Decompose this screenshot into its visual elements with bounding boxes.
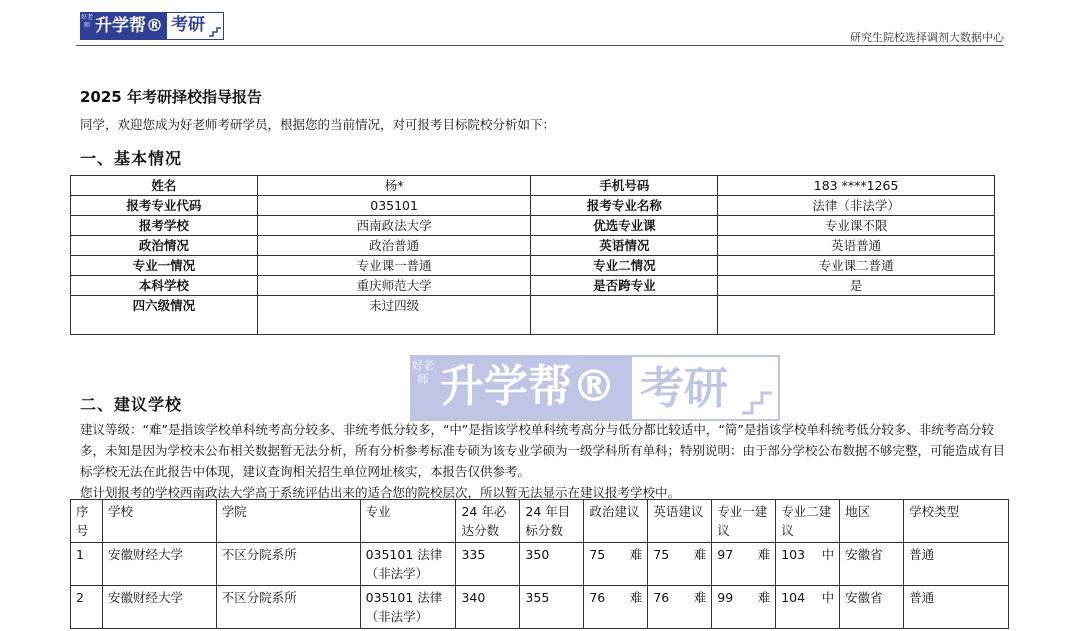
field-label: 专业一情况	[71, 256, 258, 276]
table-row	[71, 236, 995, 256]
field-label: 报考专业名称	[531, 196, 718, 216]
field-label: 四六级情况	[71, 296, 258, 335]
field-value	[718, 296, 995, 335]
field-label: 英语情况	[531, 236, 718, 256]
field-label: 报考学校	[71, 216, 258, 236]
watermark-main-text: 升学帮®	[436, 355, 630, 421]
cell-english	[648, 543, 712, 586]
field-label: 姓名	[71, 176, 258, 196]
score: 104	[781, 590, 806, 605]
field-value: 杨*	[257, 176, 531, 196]
table-row	[71, 216, 995, 236]
field-value: 英语普通	[718, 236, 995, 256]
field-label: 本科学校	[71, 276, 258, 296]
field-label	[531, 296, 718, 335]
section-basic-heading: 一、基本情况	[80, 149, 183, 168]
field-value: 未过四级	[257, 296, 531, 335]
column-header: 政治建议	[584, 500, 648, 543]
watermark-small-text: 好老师	[410, 355, 436, 421]
column-header: 专业一建议	[712, 500, 776, 543]
field-value: 035101	[257, 196, 531, 216]
cell-politics	[584, 543, 648, 586]
field-value: 政治普通	[257, 236, 531, 256]
cell-no: 1	[71, 543, 103, 586]
cell-college: 不区分院系所	[216, 586, 360, 629]
major-code: 035101	[365, 547, 414, 562]
column-header: 24 年目标分数	[520, 500, 584, 543]
table-row	[71, 276, 995, 296]
logo-small-text: 好老师	[81, 13, 93, 39]
cell-target-score: 350	[520, 543, 584, 586]
table-row	[71, 176, 995, 196]
field-label: 报考专业代码	[71, 196, 258, 216]
cell-major	[360, 543, 456, 586]
advice-note: 您计划报考的学校西南政法大学高于系统评估出来的适合您的院校层次，所以暂无法显示在建议报考学校中。	[80, 485, 681, 500]
cell-type: 普通	[904, 543, 1009, 586]
intro-text: 同学，欢迎您成为好老师考研学员，根据您的当前情况，对可报考目标院校分析如下：	[80, 117, 556, 132]
column-header: 学院	[216, 500, 360, 543]
column-header: 英语建议	[648, 500, 712, 543]
cell-no: 2	[71, 586, 103, 629]
table-row	[71, 543, 1009, 586]
column-header: 序号	[71, 500, 103, 543]
field-label: 是否跨专业	[531, 276, 718, 296]
level: 难	[757, 547, 771, 562]
column-header: 学校类型	[904, 500, 1009, 543]
cell-major	[360, 586, 456, 629]
column-header: 专业	[360, 500, 456, 543]
stairs-icon	[209, 25, 221, 37]
column-header: 专业二建议	[776, 500, 840, 543]
advice-note: 建议等级：“难”是指该学校单科统考高分较多、非统考低分较多，“中”是指该学校单科统考高分与低分都比较适中，“简”是指该学校单科统考低分较多、非统考高分较多，未知是因为学校未公布相关数据暂无法分析，所有分析参考标准专硕为该专业学硕为一级学科所有单科；特别说明：由于部分学校公布数据不够完整，可能造成有目标学校无法在此报告中体现，建议查询相关招生单位网址核实，本报告仅供参考。	[80, 422, 1006, 479]
cell-target-score: 355	[520, 586, 584, 629]
field-value: 专业课不限	[718, 216, 995, 236]
cell-region: 安徽省	[840, 586, 904, 629]
cell-major1	[712, 586, 776, 629]
cell-school: 安徽财经大学	[102, 543, 216, 586]
field-value: 法律（非法学）	[718, 196, 995, 216]
logo-main-text: 升学帮®	[93, 13, 167, 39]
field-value: 是	[718, 276, 995, 296]
field-value: 西南政法大学	[257, 216, 531, 236]
table-header-row	[71, 500, 1009, 543]
brand-logo	[80, 12, 224, 40]
cell-major2	[776, 586, 840, 629]
field-value: 专业课一普通	[257, 256, 531, 276]
field-label: 政治情况	[71, 236, 258, 256]
score: 97	[717, 547, 734, 562]
score: 76	[653, 590, 670, 605]
major-name: 法律（非法学）	[365, 547, 443, 581]
logo-kao-text: 考研	[171, 15, 205, 35]
watermark-kao-text: 考研	[640, 363, 728, 414]
major-code: 035101	[365, 590, 414, 605]
basic-info-table	[70, 175, 995, 335]
level: 难	[629, 590, 643, 605]
cell-type: 普通	[904, 586, 1009, 629]
header-divider	[76, 45, 1004, 46]
advice-notes	[80, 419, 1005, 503]
cell-must-score: 335	[456, 543, 520, 586]
score: 103	[781, 547, 806, 562]
cell-region: 安徽省	[840, 543, 904, 586]
watermark-logo	[410, 355, 782, 421]
cell-major1	[712, 543, 776, 586]
major-name: 法律（非法学）	[365, 590, 443, 624]
field-value: 重庆师范大学	[257, 276, 531, 296]
logo-kao	[167, 13, 223, 39]
schools-table	[70, 499, 1009, 629]
header-right-text: 研究生院校选择调剂大数据中心	[850, 31, 1004, 44]
level: 中	[821, 547, 835, 562]
score: 76	[589, 590, 606, 605]
column-header: 地区	[840, 500, 904, 543]
stairs-icon	[742, 385, 772, 415]
cell-must-score: 340	[456, 586, 520, 629]
table-row	[71, 296, 995, 335]
field-label: 专业二情况	[531, 256, 718, 276]
column-header: 24 年必达分数	[456, 500, 520, 543]
field-label: 手机号码	[531, 176, 718, 196]
level: 难	[757, 590, 771, 605]
cell-college: 不区分院系所	[216, 543, 360, 586]
score: 75	[653, 547, 670, 562]
cell-english	[648, 586, 712, 629]
field-label: 优选专业课	[531, 216, 718, 236]
watermark-kao	[630, 355, 780, 421]
level: 难	[693, 590, 707, 605]
score: 99	[717, 590, 734, 605]
report-title: 2025 年考研择校指导报告	[80, 88, 262, 106]
score: 75	[589, 547, 606, 562]
cell-major2	[776, 543, 840, 586]
table-row	[71, 196, 995, 216]
level: 难	[693, 547, 707, 562]
field-value: 183 ****1265	[718, 176, 995, 196]
section-schools-heading: 二、建议学校	[80, 395, 183, 414]
cell-school: 安徽财经大学	[102, 586, 216, 629]
level: 中	[821, 590, 835, 605]
field-value: 专业课二普通	[718, 256, 995, 276]
level: 难	[629, 547, 643, 562]
cell-politics	[584, 586, 648, 629]
table-row	[71, 586, 1009, 629]
table-row	[71, 256, 995, 276]
column-header: 学校	[102, 500, 216, 543]
